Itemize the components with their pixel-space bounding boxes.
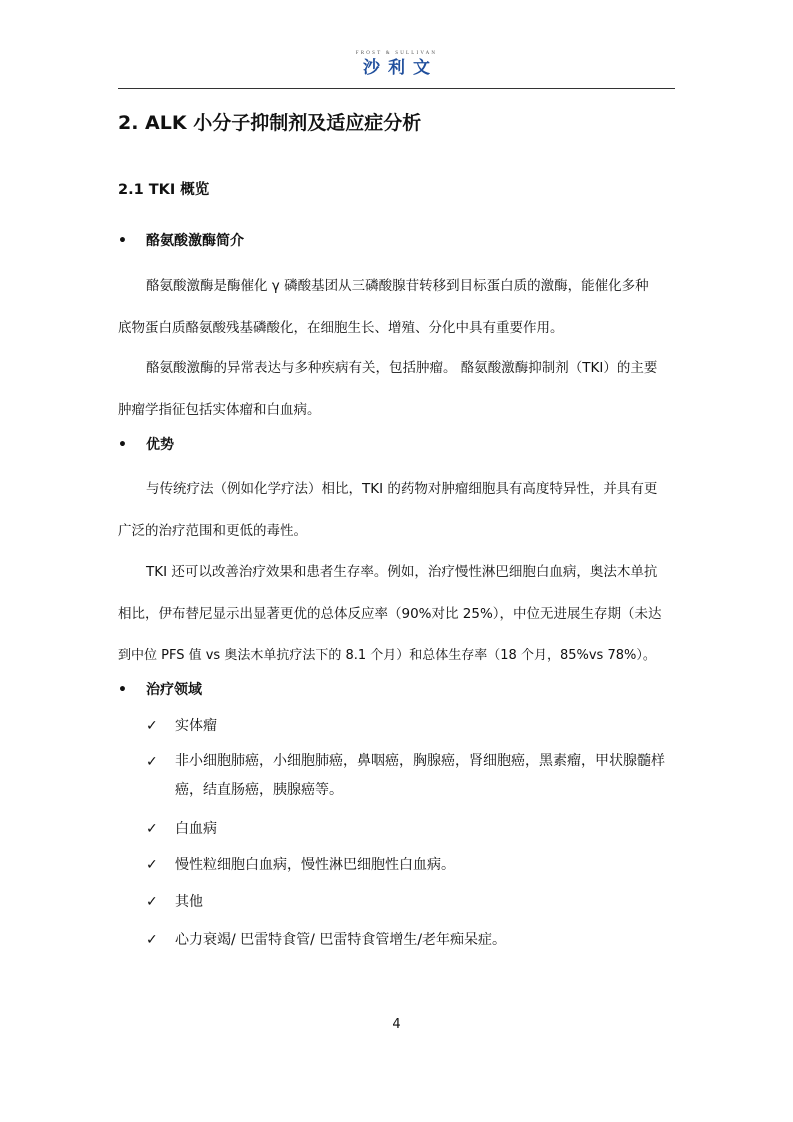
paragraph-intro-2 [118,358,674,420]
check-item [146,752,676,805]
logo-chinese: 沙利文 [363,58,438,78]
logo-english: FROST & SULLIVAN [355,51,438,56]
bullet-label: 优势 [146,437,174,453]
bullet-dot: • [118,682,127,698]
paragraph-advantage-2 [118,562,674,666]
check-icon: ✓ [146,754,158,770]
paragraph-line: 广泛的治疗范围和更低的毒性。 [118,523,307,539]
section-title: 2.1 TKI 概览 [118,182,210,198]
check-icon: ✓ [146,894,158,910]
header-logo [0,50,793,79]
paragraph-advantage-1 [118,479,674,541]
check-item [146,930,676,950]
check-item-text: 实体瘤 [175,718,217,734]
check-item-text: 非小细胞肺癌，小细胞肺癌，鼻咽癌，胸腺癌，肾细胞癌，黑素瘤，甲状腺髓样癌，结直肠癌，胰腺癌等。 [175,753,665,798]
bullet-dot: • [118,233,127,249]
paragraph-line: 相比，伊布替尼显示出显著更优的总体反应率（90%对比 25%），中位无进展生存期（未达 [118,606,662,622]
paragraph-line: 到中位 PFS 值 vs 奥法木单抗疗法下的 8.1 个月）和总体生存率（18 个月，85%vs 78%）。 [118,648,656,663]
paragraph-line: TKI 还可以改善治疗效果和患者生存率。例如，治疗慢性淋巴细胞白血病，奥法木单抗 [146,564,658,580]
check-icon: ✓ [146,932,158,948]
page-number: 4 [392,1017,401,1032]
bullet-heading-intro [118,231,244,251]
check-icon: ✓ [146,857,158,873]
check-item [146,716,676,736]
paragraph-intro-1 [118,276,674,338]
paragraph-line: 肿瘤学指征包括实体瘤和白血病。 [118,402,321,418]
bullet-dot: • [118,437,127,453]
check-item-text: 心力衰竭/ 巴雷特食管/ 巴雷特食管增生/老年痴呆症。 [175,932,507,948]
check-item [146,819,676,839]
check-item-text: 白血病 [175,821,217,837]
paragraph-line: 酪氨酸激酶是酶催化 γ 磷酸基团从三磷酸腺苷转移到目标蛋白质的激酶，能催化多种 [146,278,649,294]
header-divider [118,88,675,89]
check-item [146,892,676,912]
chapter-title: 2. ALK 小分子抑制剂及适应症分析 [118,112,422,134]
paragraph-line: 与传统疗法（例如化学疗法）相比，TKI 的药物对肿瘤细胞具有高度特异性，并具有更 [146,481,658,497]
paragraph-line: 酪氨酸激酶的异常表达与多种疾病有关，包括肿瘤。 酪氨酸激酶抑制剂（TKI）的主要 [146,360,658,376]
bullet-label: 治疗领域 [146,682,202,698]
bullet-label: 酪氨酸激酶简介 [146,233,244,249]
paragraph-line: 底物蛋白质酪氨酸残基磷酸化，在细胞生长、增殖、分化中具有重要作用。 [118,320,564,336]
check-item [146,855,676,875]
check-icon: ✓ [146,821,158,837]
check-icon: ✓ [146,718,158,734]
bullet-heading-advantage [118,435,174,455]
check-item-text: 其他 [175,894,203,910]
check-item-text: 慢性粒细胞白血病，慢性淋巴细胞性白血病。 [175,857,455,873]
bullet-heading-therapy [118,680,202,700]
